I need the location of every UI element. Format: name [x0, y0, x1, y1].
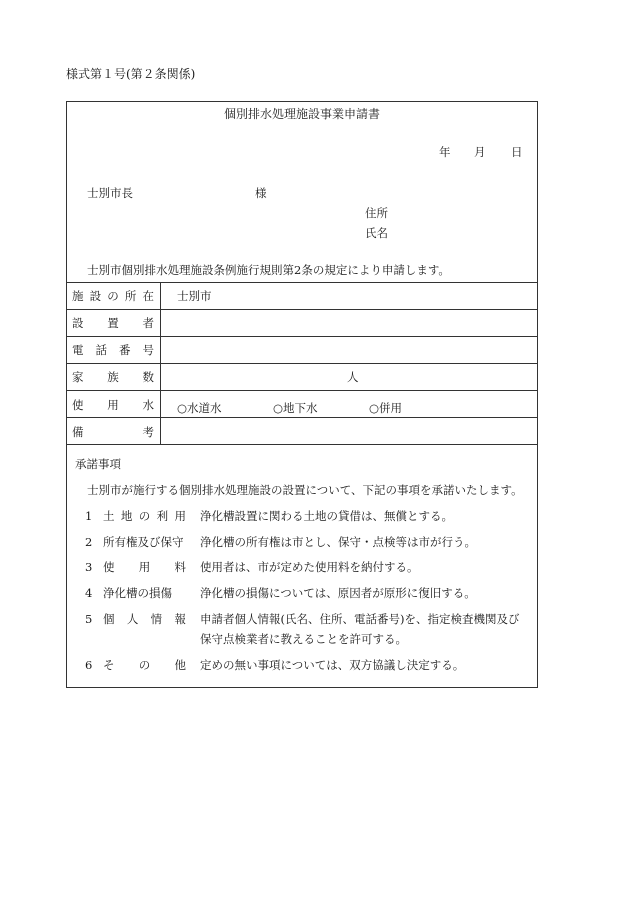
term-text: 浄化槽の所有権は市とし、保守・点検等は市が行う。 [200, 535, 476, 549]
water-option-tap[interactable]: ○水道水 [177, 401, 222, 415]
term-text-continued: 保守点検業者に教えることを許可する。 [200, 632, 407, 646]
date-day-label: 日 [511, 145, 523, 159]
term-title: そ の 他 [103, 658, 186, 672]
water-source-options [177, 400, 465, 416]
water-source-label: 使 用 水 [72, 398, 154, 412]
term-text: 浄化槽の損傷については、原因者が原形に復旧する。 [200, 586, 476, 600]
term-text: 浄化槽設置に関わる土地の貸借は、無償とする。 [200, 509, 453, 523]
water-option-ground[interactable]: ○地下水 [273, 401, 318, 415]
installer-label: 設 置 者 [72, 316, 154, 330]
divider [67, 282, 537, 283]
application-form [66, 101, 538, 688]
divider [67, 444, 537, 445]
column-divider [160, 282, 161, 444]
divider [67, 309, 537, 310]
term-number: 6 [85, 658, 93, 672]
term-text: 申請者個人情報(氏名、住所、電話番号)を、指定検査機関及び [200, 612, 520, 626]
term-number: 2 [85, 535, 93, 549]
term-title: 所有権及び保守 [103, 535, 184, 549]
location-label: 施 設 の 所 在 [72, 289, 154, 303]
divider [67, 390, 537, 391]
applicant-address-label: 住所 [365, 206, 388, 220]
term-number: 4 [85, 586, 93, 600]
term-text: 定めの無い事項については、双方協議し決定する。 [200, 658, 465, 672]
water-option-both[interactable]: ○併用 [369, 401, 403, 415]
divider [67, 336, 537, 337]
honorific: 様 [255, 186, 267, 200]
term-text: 使用者は、市が定めた使用料を納付する。 [200, 560, 419, 574]
family-count-unit: 人 [347, 370, 359, 384]
date-year-label: 年 [439, 145, 451, 159]
consent-intro: 士別市が施行する個別排水処理施設の設置について、下記の事項を承諾いたします。 [87, 483, 523, 497]
term-title: 土 地 の 利 用 [103, 509, 186, 523]
family-count-label: 家 族 数 [72, 370, 154, 384]
form-number: 様式第１号(第２条関係) [66, 67, 196, 81]
term-title: 使 用 料 [103, 560, 186, 574]
term-number: 3 [85, 560, 93, 574]
applicant-name-label: 氏名 [365, 226, 388, 240]
divider [67, 363, 537, 364]
addressee: 士別市長 [87, 186, 133, 200]
document-title: 個別排水処理施設事業申請書 [223, 107, 380, 121]
location-value[interactable]: 士別市 [177, 289, 212, 303]
term-title: 個 人 情 報 [103, 612, 186, 626]
term-number: 1 [85, 509, 93, 523]
term-number: 5 [85, 612, 93, 626]
declaration-text: 士別市個別排水処理施設条例施行規則第2条の規定により申請します。 [87, 263, 450, 277]
consent-heading: 承諾事項 [75, 457, 121, 471]
remarks-label: 備 考 [72, 425, 154, 439]
term-title: 浄化槽の損傷 [103, 586, 172, 600]
phone-label: 電 話 番 号 [72, 343, 154, 357]
date-month-label: 月 [474, 145, 486, 159]
divider [67, 417, 537, 418]
